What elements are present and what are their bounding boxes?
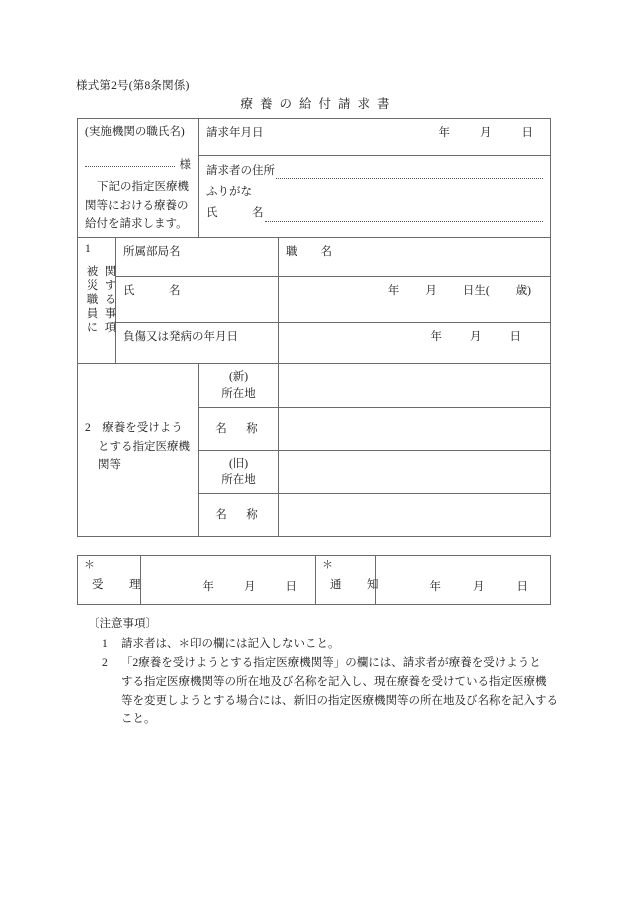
receipt-label-cell [78,556,148,605]
furigana-label: ふりがな [206,186,253,199]
note-item [88,654,558,729]
table-row [78,556,551,605]
receipt-month-label: 月 [244,581,256,593]
section1-vertical-label-right: 被災職員に [85,265,98,336]
claimant-address-row[interactable] [206,161,543,182]
table-row [78,119,551,156]
section2-label-cell [78,364,199,537]
birth-year-label: 年 [387,285,400,298]
injury-date-label: 負傷又は発病の年月日 [123,331,238,344]
victim-name-cell[interactable] [116,277,279,323]
table-row [78,238,551,277]
new-address-line1: (新) [228,371,249,384]
birth-day-label: 日生( [462,285,490,298]
note-line: する指定医療機関等の所在地及び名称を記入し、現在療養を受けている指定医療機 [121,675,547,688]
old-address-input-cell[interactable] [279,450,551,493]
claimant-name-input[interactable] [265,221,544,222]
section2-label-line1: 2 療養を受けよう [85,422,183,435]
department-label: 所属部局名 [123,246,181,259]
birth-month-label: 月 [425,285,437,298]
old-address-line1: (旧) [228,457,249,470]
old-name-label-cell [199,494,279,537]
implementing-agency-label: (実施機関の職氏名) [85,126,185,138]
agency-name-entry[interactable] [85,155,191,171]
old-name-label: 名 称 [215,509,262,522]
receipt-notice-table [77,555,551,605]
birthdate-ymd [286,282,543,298]
note-line: こと。 [121,713,156,726]
position-cell[interactable] [279,238,551,277]
page-title: 療養の給付請求書 [240,97,397,111]
notice-day-label: 日 [516,581,528,593]
note-line: 請求者は、＊印の欄には記入しないこと。 [121,637,340,650]
old-name-input-cell[interactable] [279,494,551,537]
new-name-label-cell [199,407,279,450]
section1-number: 1 [85,243,91,256]
section2-label-line3: 関等 [98,459,121,472]
note-number: 1 [102,637,108,650]
new-name-input-cell[interactable] [279,407,551,450]
notice-date-ymd [376,556,550,594]
note-body [121,635,558,654]
note-body [121,654,558,729]
claim-date-cell[interactable] [199,119,551,156]
table-row [78,364,551,407]
position-label: 職 名 [286,246,333,259]
new-address-input-cell[interactable] [279,364,551,407]
claim-date-label: 請求年月日 [206,127,264,139]
injury-month-label: 月 [470,331,482,344]
notice-label: 通 知 [330,579,386,591]
claim-date-ymd [439,124,544,140]
injury-date-label-cell[interactable] [116,323,279,364]
old-address-label-cell [199,450,279,493]
claim-statement-line2: 給付を請求します。 [85,218,188,231]
form-number: 様式第2号(第8条関係) [76,80,190,92]
victim-name-label: 氏 名 [123,285,181,298]
note-item [88,635,558,654]
asterisk-icon: ＊ [322,559,333,571]
section1-vertical-label [78,238,116,364]
month-label: 月 [480,127,492,139]
injury-date-cell[interactable] [279,323,551,364]
notice-date-cell[interactable] [376,556,551,605]
claim-statement [85,178,191,233]
table-row [78,277,551,323]
notes-section [88,615,558,729]
asterisk-icon: ＊ [84,559,95,571]
implementing-agency-cell [78,119,199,238]
main-form-table [77,118,551,537]
section2-label-line2: とする指定医療機 [98,440,190,453]
claimant-name-label: 氏 名 [206,207,264,220]
old-address-line2: 所在地 [221,474,256,487]
department-cell[interactable] [116,238,279,277]
day-label: 日 [521,127,534,139]
dotted-rule [85,166,175,167]
honorific-label: 様 [179,158,192,171]
receipt-year-label: 年 [202,581,214,593]
section1-vertical-label-left: 関する事項 [103,265,116,336]
table-row [78,323,551,364]
injury-day-label: 日 [509,331,522,344]
note-line: 「2療養を受けようとする指定医療機関等」の欄には、請求者が療養を受けようと [121,657,541,670]
claimant-info-cell[interactable] [199,155,551,238]
injury-date-ymd [286,328,543,344]
note-line: 等を変更しようとする場合には、新旧の指定医療機関等の所在地及び名称を記入する [121,694,558,707]
notice-label-cell [316,556,386,605]
age-label: 歳) [515,285,532,298]
claimant-address-label: 請求者の住所 [206,164,276,177]
receipt-date-ymd [141,556,315,594]
receipt-label: 受 理 [92,579,148,591]
claimant-address-input[interactable] [276,178,543,179]
receipt-day-label: 日 [285,581,297,593]
claimant-name-row[interactable] [206,203,543,224]
notes-title: 〔注意事項〕 [88,618,157,630]
receipt-date-cell[interactable] [141,556,316,605]
claim-statement-line1: 下記の指定医療機関等における療養の [85,181,189,212]
new-name-label: 名 称 [215,422,262,435]
new-address-line2: 所在地 [221,388,256,401]
section2-label [78,364,198,474]
year-label: 年 [438,127,451,139]
new-address-label-cell [199,364,279,407]
injury-year-label: 年 [430,331,443,344]
note-number: 2 [102,657,108,670]
birthdate-cell[interactable] [279,277,551,323]
notice-month-label: 月 [473,581,485,593]
notice-year-label: 年 [429,581,441,593]
